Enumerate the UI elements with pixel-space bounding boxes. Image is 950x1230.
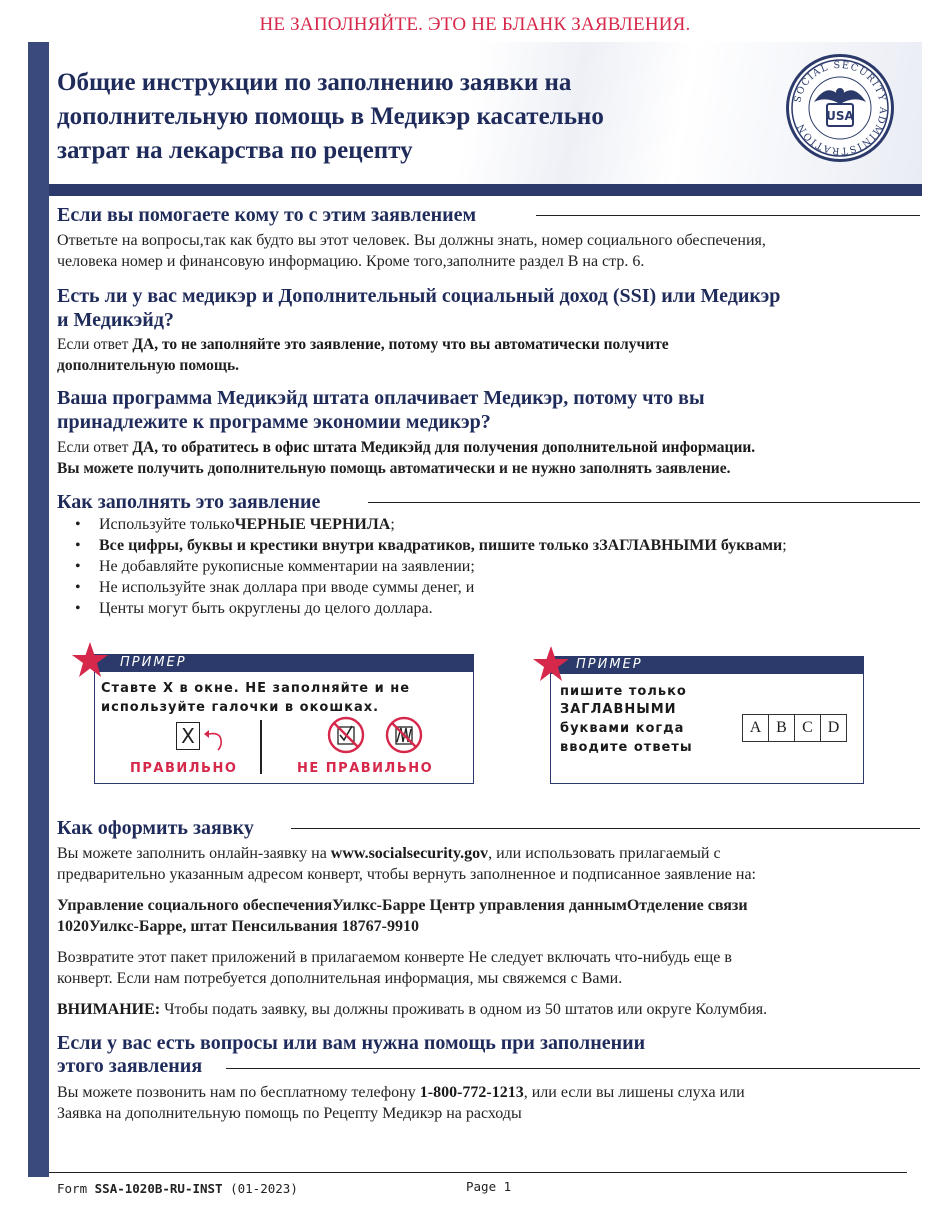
text-span: ;	[782, 537, 787, 554]
do-not-fill-warning: НЕ ЗАПОЛНЯЙТЕ. ЭТО НЕ БЛАНК ЗАЯВЛЕНИЯ.	[259, 14, 691, 35]
star-icon	[70, 640, 110, 680]
text-span: Вы можете заполнить онлайн-заявку на	[57, 845, 331, 862]
example-header: ПРИМЕР	[94, 654, 474, 672]
list-item: • Центы могут быть округлены до целого доллара.	[57, 598, 917, 619]
section-heading-msp: Ваша программа Медикэйд штата оплачивает Медикэр, потому что вы	[57, 387, 705, 409]
list-item: • Не используйте знак доллара при вводе суммы денег, и	[57, 577, 917, 598]
correct-checkbox-x: X	[176, 722, 200, 750]
header-divider	[49, 184, 922, 196]
capital-letters-boxes	[742, 714, 847, 742]
msp-paragraph	[57, 437, 755, 458]
section-heading-questions-2: этого заявления	[57, 1055, 203, 1077]
questions-line-1	[57, 1082, 745, 1103]
no-checkmark-icon	[327, 716, 365, 754]
section-rule	[226, 1068, 920, 1069]
letter-box: B	[769, 715, 795, 741]
answer-yes: ДА	[132, 439, 155, 456]
text-bold: ЧЕРНЫЕ ЧЕРНИЛА	[234, 516, 391, 533]
example2-text-1: пишите только	[560, 684, 687, 699]
text-bold: , то обратитесь в офис штата Медикэйд для получения дополнительной информации.	[154, 439, 756, 456]
title-line-1: Общие инструкции по заполнению заявки на	[57, 69, 572, 96]
svg-text:USA: USA	[826, 109, 854, 123]
example-divider	[260, 720, 262, 774]
star-icon	[531, 644, 571, 684]
apply-line-1	[57, 843, 721, 864]
text-span: ;	[390, 516, 395, 533]
form-number	[57, 1181, 298, 1196]
return-line-1: Возвратите этот пакет приложений в прилагаемом конверте Не следует включать что-нибудь еще в	[57, 949, 732, 966]
text-span: Если ответ	[57, 439, 133, 456]
text-bold: , то не заполняйте это заявление, потому что вы автоматически получите	[154, 336, 669, 353]
incorrect-label: НЕ ПРАВИЛЬНО	[297, 761, 434, 776]
example2-text-2: ЗАГЛАВНЫМИ	[560, 702, 677, 717]
text-span: Чтобы подать заявку, вы должны проживать в одном из 50 штатов или округе Колумбия.	[160, 1001, 768, 1018]
msp-line-2: Вы можете получить дополнительную помощь автоматически и не нужно заполнять заявление.	[57, 460, 731, 477]
text-span: , или если вы лишены слуха или	[523, 1084, 745, 1101]
mailing-address-1: Управление социального обеспеченияУилкс-Барре Центр управления даннымОтделение связи	[57, 897, 748, 914]
page-title	[57, 66, 737, 168]
page-number: Page 1	[466, 1179, 512, 1194]
attention-line	[57, 999, 767, 1020]
example1-text-1: Ставте X в окне. НЕ заполняйте и не	[101, 681, 411, 696]
letter-box: A	[743, 715, 769, 741]
text-span: , или использовать прилагаемый с	[488, 845, 721, 862]
website-link[interactable]: www.socialsecurity.gov	[330, 845, 489, 862]
text-span: Используйте только	[99, 516, 235, 533]
section-rule	[291, 828, 920, 829]
helping-line-2: человека номер и финансовую информацию. Кроме того,заполните раздел B на стр. 6.	[57, 253, 645, 270]
form-code: SSA-1020B-RU-INST	[94, 1181, 223, 1196]
title-line-3: затрат на лекарства по рецепту	[57, 137, 413, 164]
section-heading-how-to-fill: Как заполнять это заявление	[57, 491, 321, 513]
example1-text-2: используйте галочки в окошках.	[101, 700, 380, 715]
text-span: Form	[57, 1181, 88, 1196]
section-rule	[536, 215, 920, 216]
section-heading-questions: Если у вас есть вопросы или вам нужна помощь при заполнении	[57, 1032, 646, 1054]
svg-text:SOCIAL SECURITY ADMINISTRATION: SOCIAL SECURITY ADMINISTRATION	[792, 59, 889, 157]
section-heading-medicare-ssi-2: и Медикэйд?	[57, 309, 174, 331]
medicare-ssi-line-2: дополнительную помощь.	[57, 357, 240, 374]
left-accent-bar	[28, 42, 49, 1177]
text-bold: Все цифры, буквы и крестики внутри квадратиков, пишите только зЗАГЛАВНЫМИ буквами	[99, 537, 783, 554]
no-scribble-icon	[385, 716, 423, 754]
text-span: Вы можете позвонить нам по бесплатному телефону	[57, 1084, 420, 1101]
correct-label: ПРАВИЛЬНО	[130, 761, 238, 776]
answer-yes: ДА	[132, 336, 155, 353]
letter-box: D	[827, 719, 840, 736]
phone-number[interactable]: 1-800-772-1213	[419, 1084, 524, 1101]
list-item: • Не добавляйте рукописные комментарии на заявлении;	[57, 556, 917, 577]
list-item	[57, 535, 917, 556]
letter-box: C	[795, 715, 821, 741]
title-line-2: дополнительную помощь в Медикэр касательно	[57, 103, 604, 130]
section-heading-medicare-ssi: Есть ли у вас медикэр и Дополнительный социальный доход (SSI) или Медикэр	[57, 285, 781, 307]
section-heading-msp-2: принадлежите к программе экономии медикэр?	[57, 411, 491, 433]
form-date: (01-2023)	[230, 1181, 298, 1196]
example2-text-3: буквами когда	[560, 721, 685, 736]
section-heading-how-to-apply: Как оформить заявку	[57, 817, 254, 839]
mailing-address-2: 1020Уилкс-Барре, штат Пенсильвания 18767-9910	[57, 918, 419, 935]
apply-line-2: предварительно указанным адресом конверт, чтобы вернуть заполненное и подписанное заявление на:	[57, 866, 756, 883]
footer-rule	[49, 1172, 907, 1173]
ssa-seal-logo	[784, 52, 896, 164]
curved-arrow-icon	[200, 726, 226, 752]
text-span: Если ответ	[57, 336, 133, 353]
fill-instructions-list	[57, 514, 917, 619]
helping-line-1: Ответьте на вопросы,так как будто вы этот человек. Вы должны знать, номер социального обеспечения,	[57, 232, 766, 249]
list-item	[57, 514, 917, 535]
example2-text-4: вводите ответы	[560, 740, 693, 755]
section-rule	[368, 502, 920, 503]
medicare-ssi-paragraph	[57, 334, 669, 355]
questions-line-2: Заявка на дополнительную помощь по Рецепту Медикэр на расходы	[57, 1105, 522, 1122]
section-heading-helping: Если вы помогаете кому то с этим заявлением	[57, 204, 477, 226]
example-header: ПРИМЕР	[550, 656, 864, 674]
return-line-2: конверт. Если нам потребуется дополнительная информация, мы свяжемся с Вами.	[57, 970, 623, 987]
text-bold: ВНИМАНИЕ:	[57, 1001, 161, 1018]
